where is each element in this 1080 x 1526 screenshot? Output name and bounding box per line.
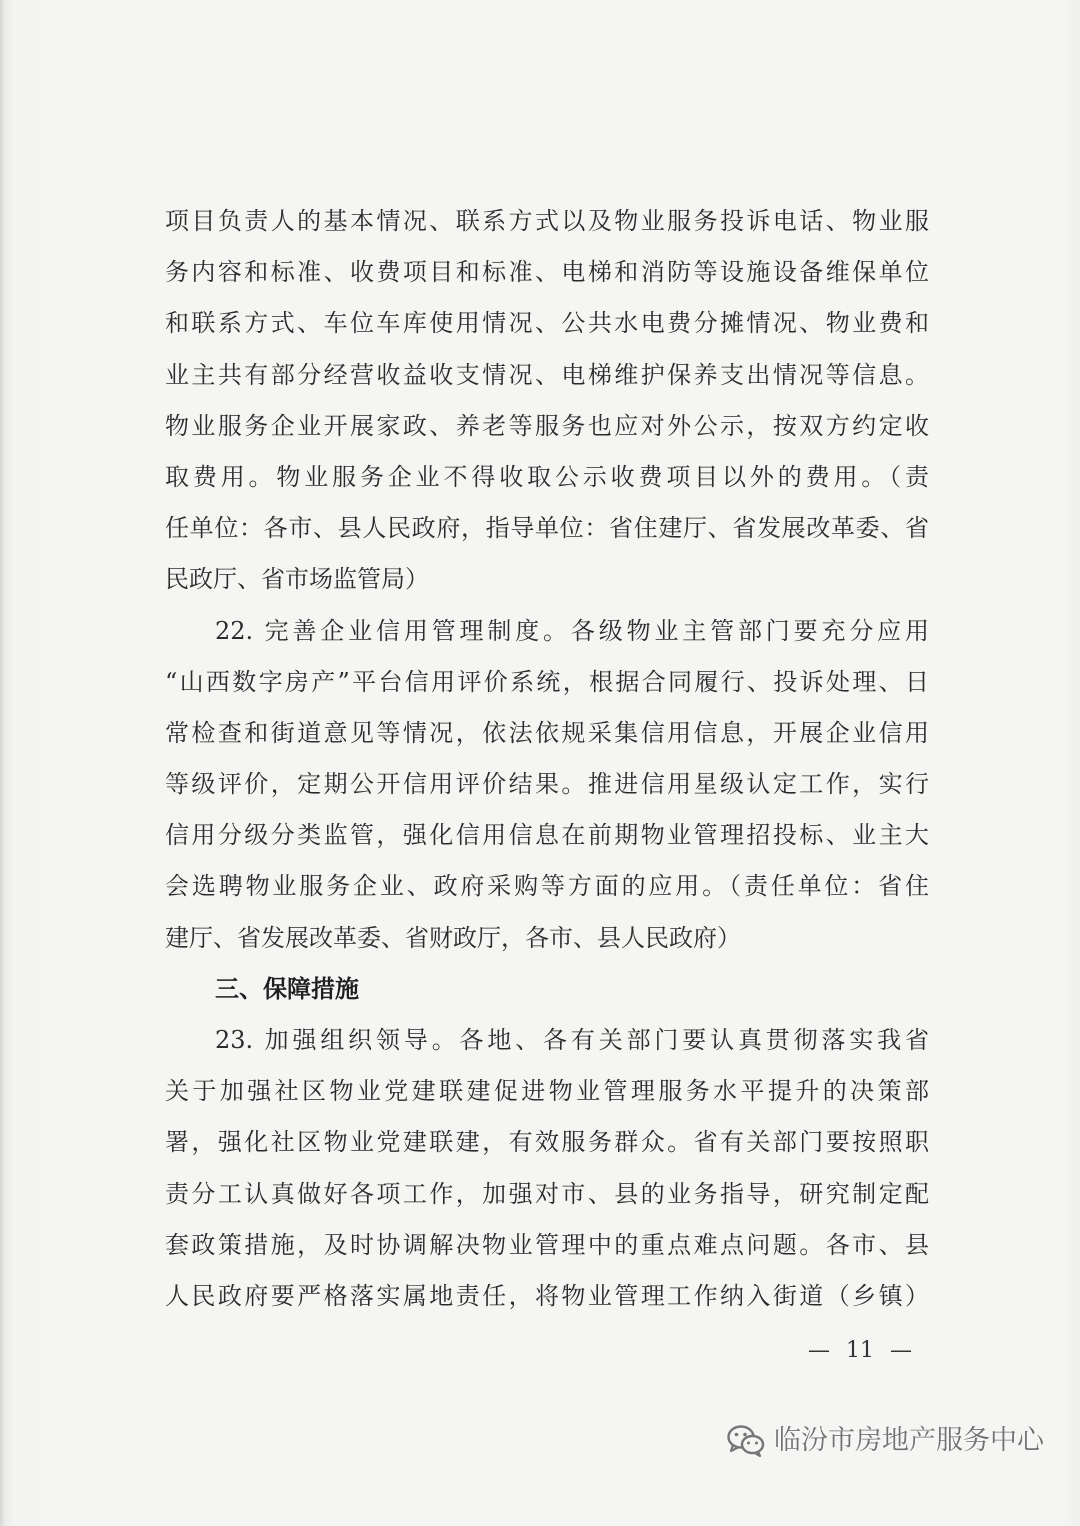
item-23-paragraph: [165, 1015, 929, 1322]
section-heading: 三、保障措施: [215, 974, 359, 1003]
text-line: 任单位：各市、县人民政府，指导单位：省住建厅、省发展改革委、省: [165, 514, 929, 543]
text-line: 务内容和标准、收费项目和标准、电梯和消防等设施设备维保单位: [165, 258, 929, 287]
text-line: 人民政府要严格落实属地责任，将物业管理工作纳入街道（乡镇）: [165, 1281, 929, 1310]
text-line: 关于加强社区物业党建联建促进物业管理服务水平提升的决策部: [165, 1077, 929, 1106]
text-line: 和联系方式、车位车库使用情况、公共水电费分摊情况、物业费和: [165, 309, 929, 338]
item-22-paragraph: [165, 606, 929, 964]
text-line: 物业服务企业开展家政、养老等服务也应对外公示，按双方约定收: [165, 411, 929, 440]
document-body: [165, 196, 929, 1322]
text-line: 建厅、省发展改革委、省财政厅，各市、县人民政府）: [165, 923, 741, 952]
watermark-text: 临汾市房地产服务中心: [774, 1425, 1044, 1456]
wechat-icon: [726, 1424, 766, 1458]
text-line: 常检查和街道意见等情况，依法依规采集信用信息，开展企业信用: [165, 718, 929, 747]
text-line: 署，强化社区物业党建联建，有效服务群众。省有关部门要按照职: [165, 1128, 929, 1157]
text-line: 责分工认真做好各项工作，加强对市、县的业务指导，研究制定配: [165, 1179, 929, 1208]
text-line: 套政策措施，及时协调解决物业管理中的重点难点问题。各市、县: [165, 1230, 929, 1259]
text-line: “山西数字房产”平台信用评价系统，根据合同履行、投诉处理、日: [165, 667, 929, 696]
text-line: 23. 加强组织领导。各地、各有关部门要认真贯彻落实我省: [215, 1026, 929, 1054]
paragraph-continued: [165, 196, 929, 606]
text-line: 民政厅、省市场监管局）: [165, 565, 429, 594]
text-line: 信用分级分类监管，强化信用信息在前期物业管理招投标、业主大: [165, 821, 929, 850]
text-line: 22. 完善企业信用管理制度。各级物业主管部门要充分应用: [215, 616, 929, 645]
text-line: 取费用。物业服务企业不得收取公示收费项目以外的费用。（责: [165, 462, 929, 491]
watermark: [726, 1420, 1044, 1462]
text-line: 会选聘物业服务企业、政府采购等方面的应用。（责任单位：省住: [165, 872, 929, 901]
text-line: 业主共有部分经营收益收支情况、电梯维护保养支出情况等信息。: [165, 360, 929, 389]
text-line: 项目负责人的基本情况、联系方式以及物业服务投诉电话、物业服: [165, 207, 929, 235]
text-line: 等级评价，定期公开信用评价结果。推进信用星级认定工作，实行: [165, 770, 929, 799]
page-number: — 11 —: [808, 1338, 912, 1363]
